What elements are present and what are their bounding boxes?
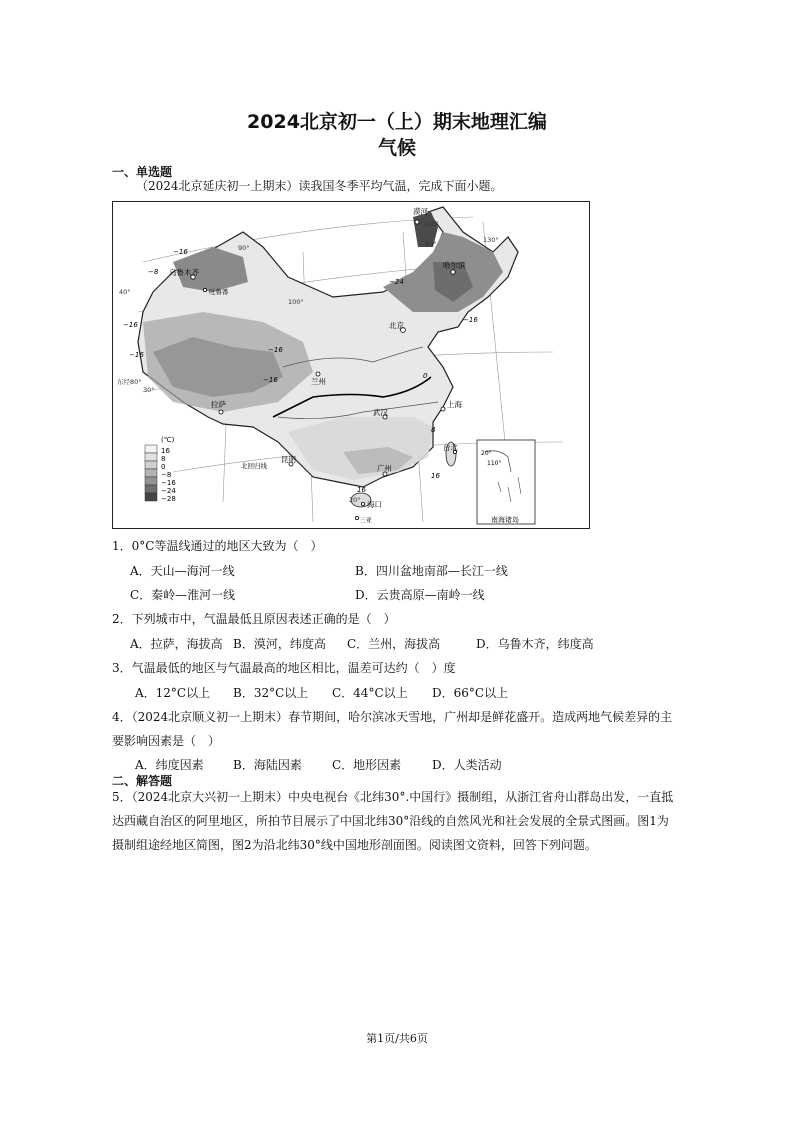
- q1-option-d[interactable]: D．云贵高原—南岭一线: [355, 588, 485, 602]
- label-tropic: 北回归线: [241, 462, 267, 470]
- page-subtitle: 气候: [377, 137, 416, 159]
- inset-lat-20: 20°: [481, 450, 492, 457]
- label-lat-40: 40°: [119, 288, 131, 296]
- winter-temperature-map: [112, 201, 590, 529]
- q4-option-a[interactable]: A．纬度因素: [135, 758, 204, 772]
- question-4-stem-line1: 4．（2024北京顺义初一上期末）春节期间，哈尔滨冰天雪地，广州却是鲜花盛开。造成两地气候差异的主: [112, 710, 673, 724]
- label-lon-120: 120°: [423, 220, 439, 228]
- q2-option-a[interactable]: A．拉萨，海拔高: [130, 637, 223, 651]
- label-lon-100: 100°: [288, 298, 304, 306]
- label-guangzhou: 广州: [377, 464, 392, 473]
- label-sanya: 三亚: [359, 516, 372, 524]
- q3-option-d[interactable]: D．66°C以上: [432, 686, 509, 700]
- iso-label-minus-16-f: −16: [463, 316, 478, 324]
- iso-label-minus-24: −24: [389, 278, 404, 286]
- question-3-stem: 3．气温最低的地区与气温最高的地区相比，温差可达约（ ）度: [112, 661, 456, 675]
- iso-label-minus-16-c: −16: [129, 351, 144, 359]
- label-urumqi: 乌鲁木齐: [169, 268, 199, 277]
- q3-option-b[interactable]: B．32°C以上: [233, 686, 309, 700]
- label-kunming: 昆明: [281, 455, 296, 464]
- q2-option-b[interactable]: B．漠河，纬度高: [233, 637, 326, 651]
- label-lhasa: 拉萨: [211, 400, 226, 409]
- q4-option-d[interactable]: D．人类活动: [432, 758, 502, 772]
- legend-minus-24: −24: [161, 487, 176, 495]
- iso-label-16-b: 16: [357, 486, 366, 494]
- question-1-stem: 1．0°C等温线通过的地区大致为（ ）: [112, 539, 323, 553]
- iso-label-16: 16: [431, 472, 440, 480]
- page-number: 第1页/共6页: [366, 1032, 428, 1045]
- iso-label-0: 0: [423, 372, 428, 380]
- page-title: 2024北京初一（上）期末地理汇编: [247, 111, 547, 133]
- legend-unit: (℃): [161, 436, 175, 444]
- q4-option-c[interactable]: C．地形因素: [332, 758, 402, 772]
- inset-lon-110: 110°: [487, 460, 502, 467]
- label-mohe: 漠河: [413, 207, 428, 216]
- label-harbin: 哈尔滨: [443, 261, 466, 270]
- question-4-stem-line2: 要影响因素是（ ）: [112, 734, 221, 748]
- legend-minus-8: −8: [161, 471, 172, 479]
- iso-label-minus-16-e: −16: [263, 376, 278, 384]
- legend-minus-28: −28: [161, 495, 176, 503]
- q3-option-c[interactable]: C．44°C以上: [332, 686, 408, 700]
- q2-option-c[interactable]: C．兰州，海拔高: [347, 637, 441, 651]
- q1-option-a[interactable]: A．天山—海河一线: [130, 564, 235, 578]
- legend-8: 8: [161, 455, 166, 463]
- q1-option-b[interactable]: B．四川盆地南部—长江一线: [355, 564, 508, 578]
- question-5-line1: 5．（2024北京大兴初一上期末）中央电视台《北纬30°.中国行》摄制组，从浙江省舟山群岛出发，一直抵: [112, 790, 674, 804]
- intro-text: （2024北京延庆初一上期末）读我国冬季平均气温，完成下面小题。: [136, 179, 503, 193]
- q4-option-b[interactable]: B．海陆因素: [233, 758, 302, 772]
- label-lon-130: 130°: [483, 236, 499, 244]
- iso-label-8: 8: [431, 426, 436, 434]
- label-taipei: 台北: [443, 443, 458, 452]
- label-lat-50: 50°: [425, 240, 437, 248]
- south-sea-label: 南海诸岛: [491, 516, 519, 524]
- label-east-80: 东经80°: [117, 378, 142, 386]
- iso-label-minus-16-d: −16: [268, 346, 283, 354]
- section-heading-single-choice: 一、单选题: [112, 165, 173, 179]
- label-shanghai: 上海: [447, 400, 462, 409]
- label-haikou: 海口: [367, 500, 382, 509]
- legend-0: 0: [161, 463, 166, 471]
- question-2-stem: 2．下列城市中，气温最低且原因表述正确的是（ ）: [112, 612, 396, 626]
- iso-label-minus-16-a: −16: [173, 248, 188, 256]
- q3-option-a[interactable]: A．12°C以上: [135, 686, 211, 700]
- legend: [145, 436, 176, 503]
- question-5-line2: 达西藏自治区的阿里地区，所拍节目展示了中国北纬30°沿线的自然风光和社会发展的全景式图画。图1为: [112, 814, 669, 828]
- south-sea-inset: [477, 440, 535, 524]
- iso-label-minus-16-b: −16: [123, 321, 138, 329]
- label-lon-90: 90°: [238, 244, 250, 252]
- q1-option-c[interactable]: C．秦岭—淮河一线: [130, 588, 236, 602]
- label-turpan: 吐鲁番: [209, 288, 229, 296]
- map-figure: [113, 202, 589, 528]
- question-5-line3: 摄制组途经地区简图，图2为沿北纬30°线中国地形剖面图。阅读图文资料，回答下列问题。: [112, 838, 597, 852]
- label-lat-30: 30°: [143, 386, 155, 394]
- label-lat-20: 20°: [349, 496, 361, 504]
- label-lanzhou: 兰州: [311, 377, 326, 386]
- q2-option-d[interactable]: D．乌鲁木齐，纬度高: [476, 637, 594, 651]
- section-heading-answer: 二、解答题: [112, 774, 173, 788]
- legend-16: 16: [161, 447, 170, 455]
- label-wuhan: 武汉: [373, 408, 388, 417]
- iso-label-minus-8-a: −8: [148, 268, 159, 276]
- legend-minus-16: −16: [161, 479, 176, 487]
- label-beijing: 北京: [389, 321, 404, 330]
